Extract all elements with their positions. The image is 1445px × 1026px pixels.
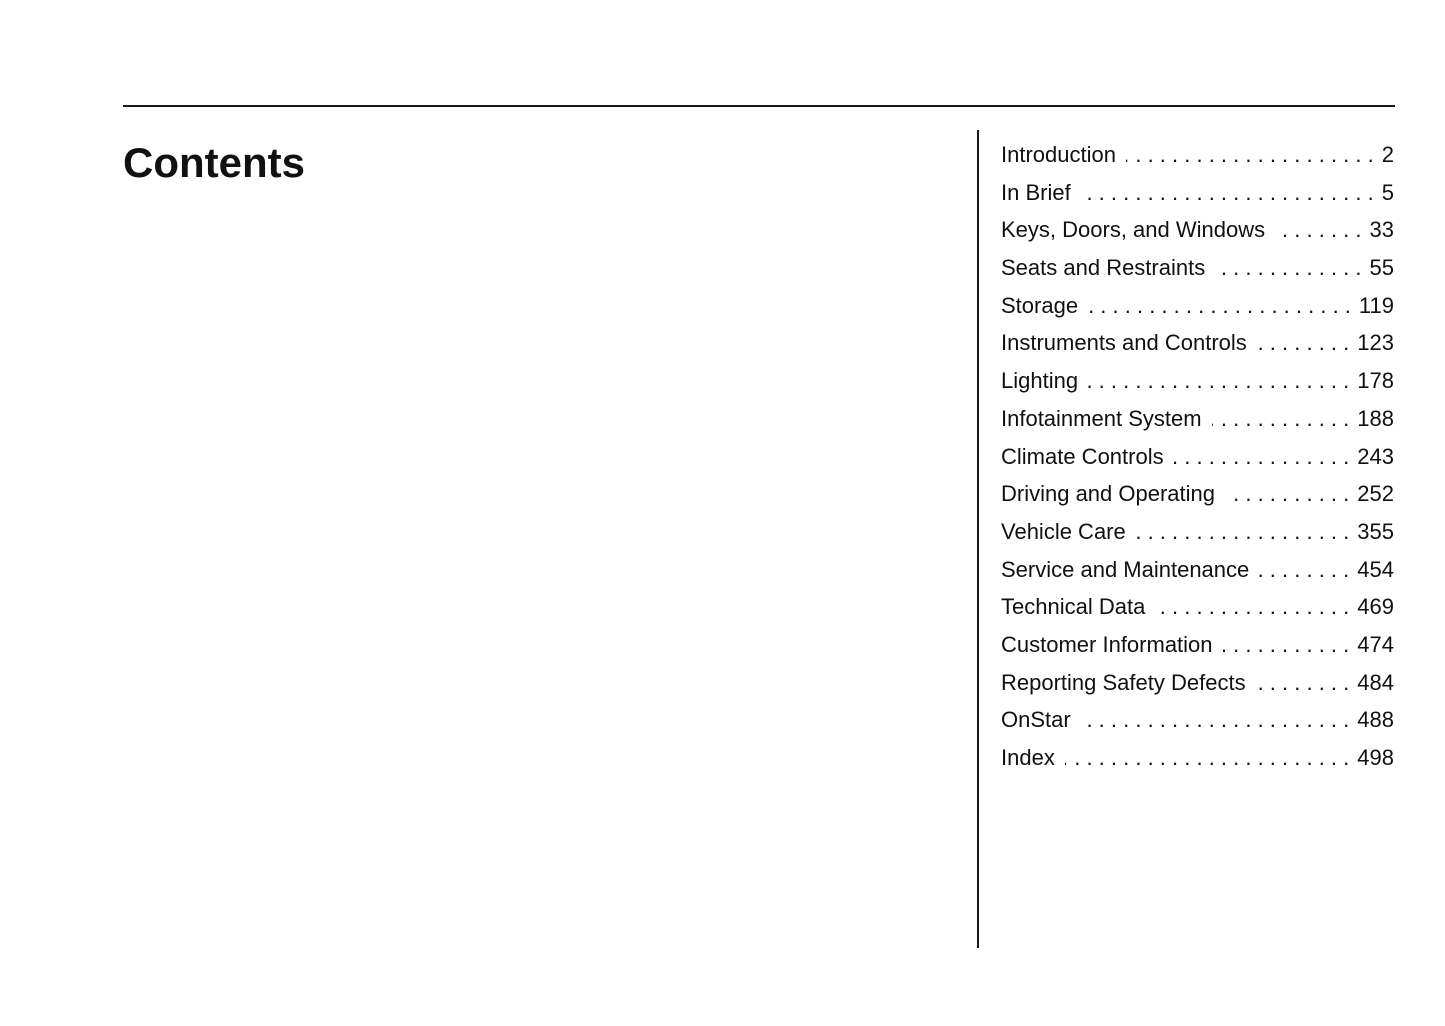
toc-entry-infotainment-system[interactable] [1001,400,1394,438]
toc-entry-title: In Brief [1001,179,1071,205]
toc-entry-storage[interactable] [1001,287,1394,325]
toc-dot-leader [1275,211,1361,249]
toc-entry-page: 188 [1357,405,1394,431]
toc-dot-leader [1174,438,1350,476]
toc-entry-title: Reporting Safety Defects [1001,669,1246,695]
toc-entry-title: Service and Maintenance [1001,556,1250,582]
toc-entry-page: 355 [1357,518,1394,544]
toc-entry-index[interactable] [1001,739,1394,777]
toc-entry-title: Keys, Doors, and Windows [1001,217,1266,243]
top-rule [123,105,1395,107]
toc-entry-title: OnStar [1001,707,1071,733]
toc-entry-instruments-controls[interactable] [1001,324,1394,362]
toc-entry-vehicle-care[interactable] [1001,513,1394,551]
toc-entry-page: 2 [1381,142,1394,167]
toc-dot-leader [1065,739,1349,777]
column-divider [977,130,979,948]
toc-entry-title: Infotainment System [1001,405,1202,431]
toc-dot-leader [1081,174,1374,212]
toc-entry-seats-restraints[interactable] [1001,249,1394,287]
toc-dot-leader [1225,475,1349,513]
toc-dot-leader [1256,664,1350,702]
toc-entry-title: Storage [1001,292,1079,318]
toc-entry-page: 484 [1357,669,1394,695]
toc-dot-leader [1088,362,1349,400]
toc-entry-reporting-safety-defects[interactable] [1001,664,1394,702]
table-of-contents [1001,136,1394,777]
toc-entry-page: 454 [1357,556,1394,582]
toc-entry-page: 33 [1369,217,1394,243]
toc-entry-driving-operating[interactable] [1001,475,1394,513]
toc-entry-page: 469 [1357,594,1394,620]
toc-entry-title: Lighting [1001,368,1079,394]
toc-entry-onstar[interactable] [1001,701,1394,739]
toc-entry-page: 252 [1357,481,1394,507]
toc-entry-page: 474 [1357,631,1394,657]
toc-entry-page: 5 [1381,179,1394,205]
toc-entry-page: 123 [1357,330,1394,356]
toc-entry-technical-data[interactable] [1001,588,1394,626]
toc-entry-title: Seats and Restraints [1001,255,1206,281]
toc-entry-title: Driving and Operating [1001,481,1216,507]
toc-dot-leader [1215,249,1361,287]
toc-entry-page: 178 [1357,368,1394,394]
toc-entry-in-brief[interactable] [1001,174,1394,212]
toc-entry-keys-doors-windows[interactable] [1001,211,1394,249]
toc-entry-page: 243 [1357,443,1394,469]
toc-entry-title: Climate Controls [1001,443,1164,469]
toc-entry-title: Technical Data [1001,594,1146,620]
toc-entry-title: Introduction [1001,142,1116,167]
toc-dot-leader [1088,287,1351,325]
toc-dot-leader [1259,551,1349,589]
toc-entry-customer-information[interactable] [1001,626,1394,664]
toc-entry-service-maintenance[interactable] [1001,551,1394,589]
page-title: Contents [123,139,305,186]
toc-dot-leader [1081,701,1350,739]
toc-entry-title: Customer Information [1001,631,1213,657]
toc-dot-leader [1155,588,1349,626]
toc-dot-leader [1136,513,1350,551]
toc-entry-lighting[interactable] [1001,362,1394,400]
toc-entry-title: Instruments and Controls [1001,330,1247,356]
toc-entry-page: 488 [1357,707,1394,733]
toc-entry-introduction[interactable] [1001,136,1394,174]
toc-entry-page: 55 [1369,255,1394,281]
toc-dot-leader [1212,400,1350,438]
toc-entry-page: 119 [1358,292,1394,318]
toc-entry-title: Index [1001,745,1055,770]
toc-dot-leader [1257,324,1350,362]
toc-entry-title: Vehicle Care [1001,518,1126,544]
toc-entry-page: 498 [1357,745,1394,770]
toc-entry-climate-controls[interactable] [1001,438,1394,476]
toc-dot-leader [1126,136,1374,174]
toc-dot-leader [1223,626,1350,664]
